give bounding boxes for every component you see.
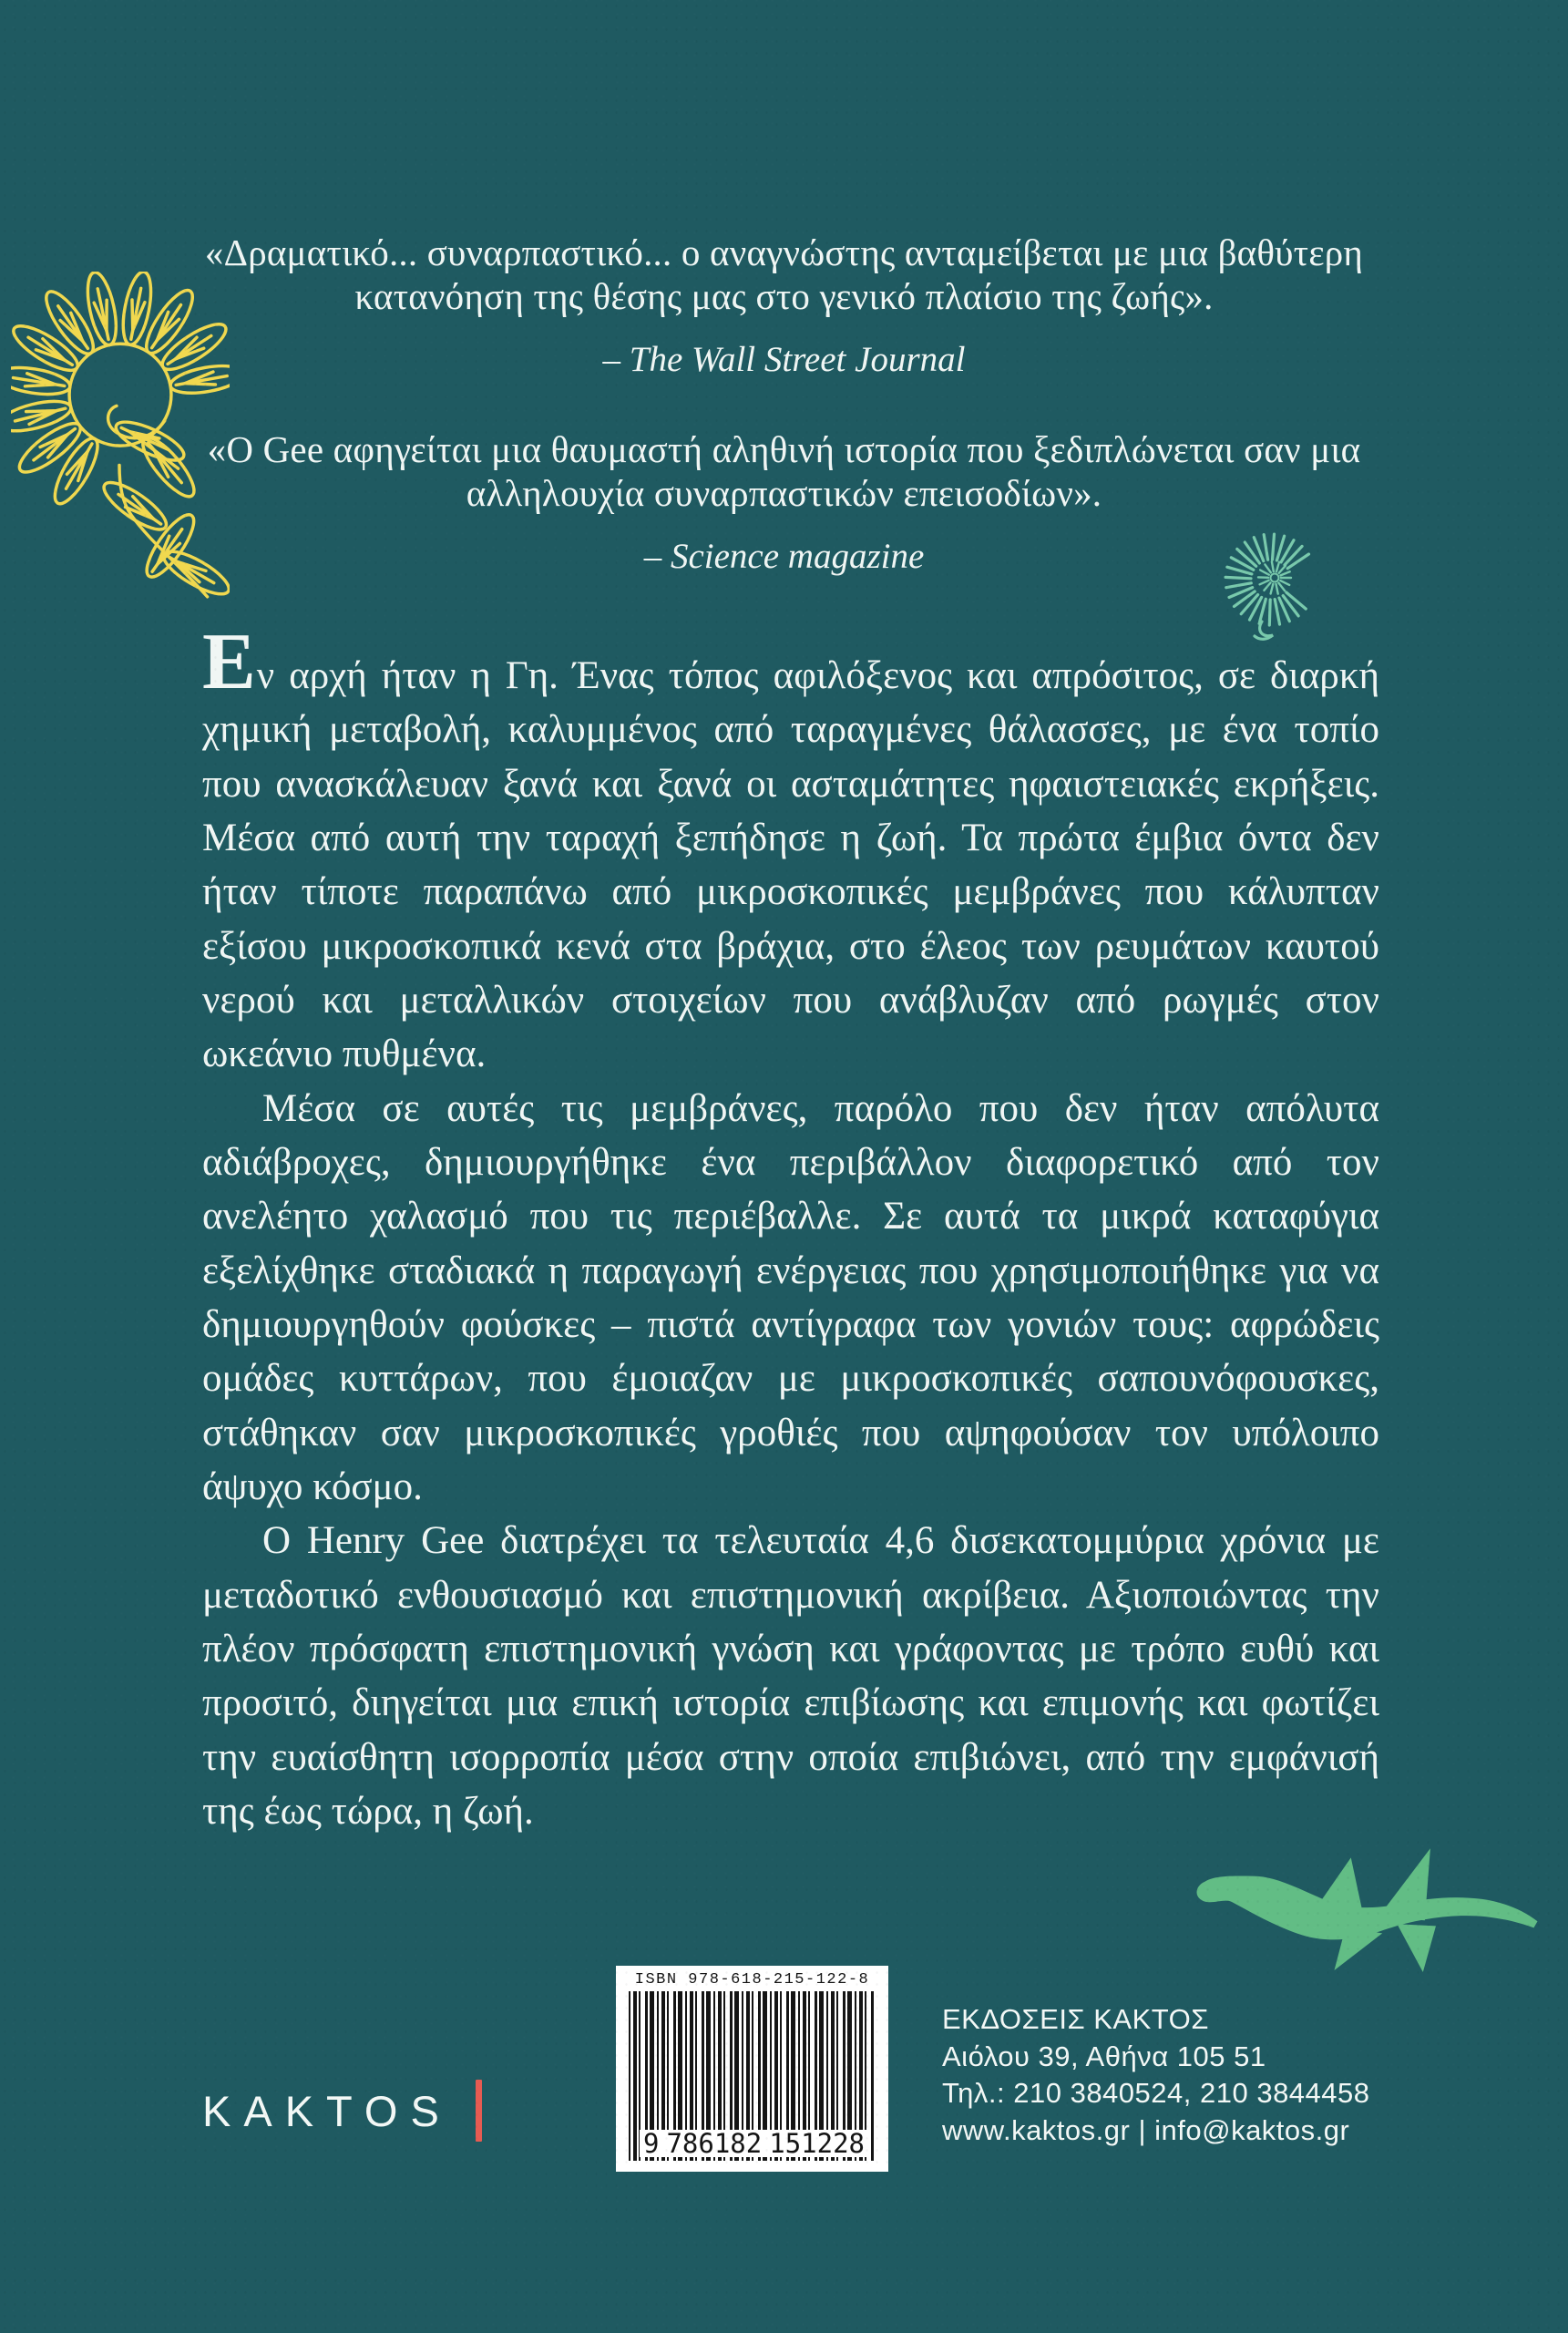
- press-quote-wsj: [0, 231, 1568, 380]
- quote-text: «Ο Gee αφηγείται μια θαυμαστή αληθινή ιστορία που ξεδιπλώνεται σαν μια αλληλουχία συναρπαστικών επεισοδίων».: [207, 428, 1361, 514]
- plesiosaur-silhouette-icon: [1190, 1835, 1545, 1972]
- barcode-digits: [640, 2130, 863, 2157]
- press-quote-science: [0, 428, 1568, 577]
- paragraph: Ο Henry Gee διατρέχει τα τελευταία 4,6 δισεκατομμύρια χρόνια με μεταδοτικό ενθουσιασμό και επιστημονική ακρίβεια. Αξιοποιώντας την πλέον πρόσφατη επιστημονική γνώση και γράφοντας με τρόπο ευθύ και προσιτό, διηγείται μια επική ιστορία επιβίωσης και επιμονής και φωτίζει την ευαίσθητη ισορροπία μέσα στην οποία επιβιώνει, από την εμφάνισή της έως τώρα, η ζωή.: [202, 1519, 1379, 1833]
- yellow-fern-branch-icon: [11, 272, 230, 607]
- publisher-web: www.kaktos.gr | info@kaktos.gr: [942, 2113, 1350, 2146]
- barcode-bars: [629, 1991, 876, 2161]
- publisher-logo-text: KAKTOS: [202, 2086, 452, 2135]
- publisher-logo: [202, 2080, 482, 2142]
- quote-attribution: – The Wall Street Journal: [602, 339, 966, 379]
- isbn-label: ISBN 978-618-215-122-8: [634, 1971, 870, 1989]
- publisher-contact-block: [942, 2001, 1370, 2149]
- barcode-digit-group: 151228: [765, 2130, 868, 2157]
- back-cover-blurb: [202, 617, 1379, 1838]
- ammonite-shell-icon: [1214, 532, 1318, 642]
- publisher-phone: Τηλ.: 210 3840524, 210 3844458: [942, 2077, 1370, 2109]
- barcode-digit-group: 786182: [662, 2130, 765, 2157]
- isbn-barcode: [616, 1966, 888, 2172]
- paragraph: Εν αρχή ήταν η Γη. Ένας τόπος αφιλόξενος και απρόσιτος, σε διαρκή χημική μεταβολή, καλυμμένος από ταραγμένες θάλασσες, με ένα τοπίο που ανασκάλευαν ξανά και ξανά οι ασταμάτητες ηφαιστειακές εκρήξεις. Μέσα από αυτή την ταραχή ξεπήδησε η ζωή. Τα πρώτα έμβια όντα δεν ήταν τίποτε παραπάνω από μικροσκοπικές μεμβράνες που κάλυπταν εξίσου μικροσκοπικά κενά στα βράχια, στο έλεος των ρευμάτων καυτού νερού και μεταλλικών στοιχείων που ανάβλυζαν από ρωγμές στον ωκεάνιο πυθμένα.: [202, 617, 1379, 1076]
- drop-cap-initial: Ε: [202, 617, 257, 706]
- publisher-address: Αιόλου 39, Αθήνα 105 51: [942, 2040, 1266, 2072]
- red-vertical-bar: [476, 2080, 482, 2142]
- quote-text: «Δραματικό... συναρπαστικό... ο αναγνώστης ανταμείβεται με μια βαθύτερη κατανόηση της θέσης μας στο γενικό πλαίσιο της ζωής».: [204, 231, 1364, 317]
- quote-attribution: – Science magazine: [643, 536, 925, 576]
- paragraph: Μέσα σε αυτές τις μεμβράνες, παρόλο που δεν ήταν απόλυτα αδιάβροχες, δημιουργήθηκε ένα περιβάλλον διαφορετικό από τον ανελέητο χαλασμό που τις περιέβαλλε. Σε αυτά τα μικρά καταφύγια εξελίχθηκε σταδιακά η παραγωγή ενέργειας που χρησιμοποιήθηκε για να δημιουργηθούν φούσκες – πιστά αντίγραφα των γονιών τους: αφρώδεις ομάδες κυττάρων, που έμοιαζαν με μικροσκοπικές σαπουνόφουσκες, στάθηκαν σαν μικροσκοπικές γροθιές που αψηφούσαν τον υπόλοιπο άψυχο κόσμο.: [202, 1086, 1379, 1508]
- publisher-name: ΕΚΔΟΣΕΙΣ ΚΑΚΤΟΣ: [942, 2003, 1209, 2035]
- barcode-digit-lead: 9: [640, 2130, 662, 2157]
